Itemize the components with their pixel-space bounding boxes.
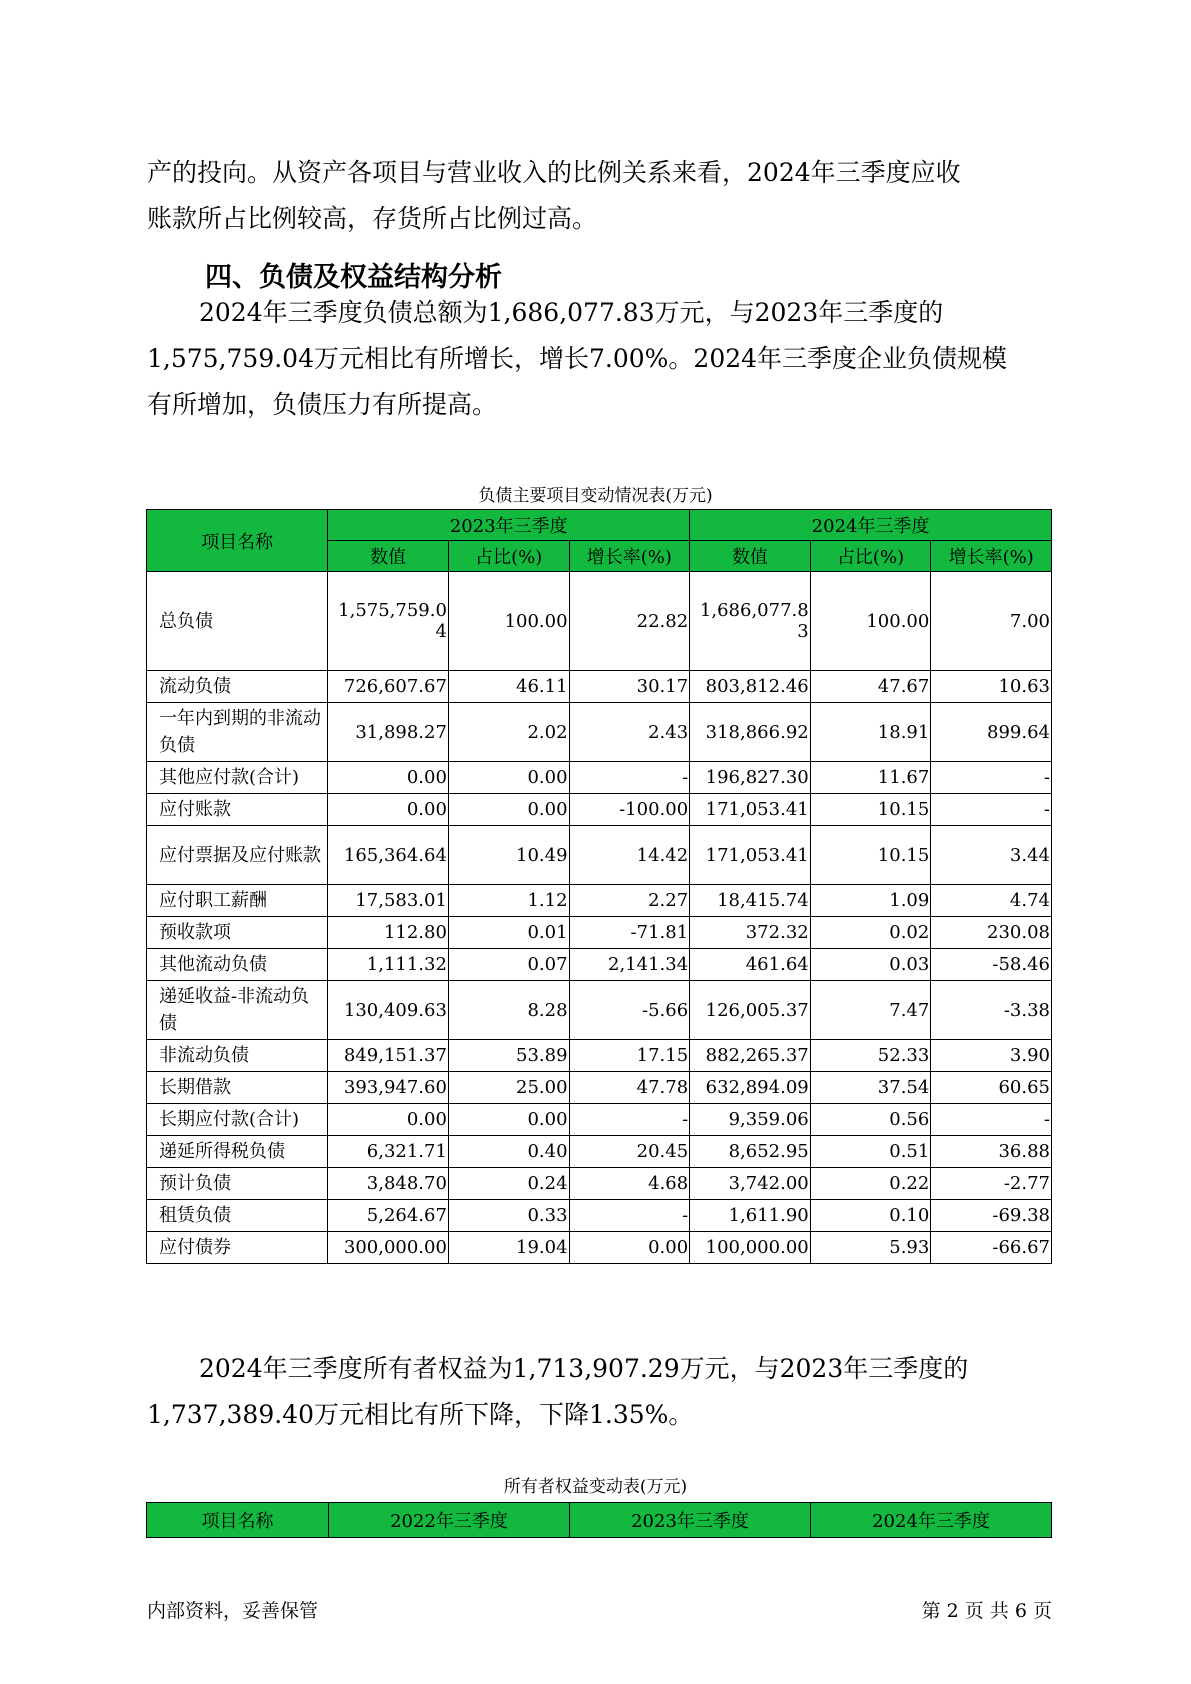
table-cell: 0.02	[810, 917, 931, 949]
row-label: 流动负债	[147, 671, 328, 703]
table-cell: 6,321.71	[328, 1136, 449, 1168]
table-cell: 0.00	[569, 1232, 690, 1264]
table-cell: -69.38	[931, 1200, 1052, 1232]
table-cell: 0.24	[448, 1168, 569, 1200]
table-cell: 37.54	[810, 1072, 931, 1104]
table-cell: 0.00	[448, 794, 569, 826]
table-cell: 4.68	[569, 1168, 690, 1200]
intro-line: 账款所占比例较高，存货所占比例过高。	[147, 204, 598, 233]
table-cell: 0.00	[448, 762, 569, 794]
row-label: 一年内到期的非流动负债	[147, 703, 328, 762]
table-cell: 7.00	[931, 572, 1052, 671]
table-cell: -	[569, 1104, 690, 1136]
equity-col-header-2024: 2024年三季度	[811, 1503, 1052, 1538]
table-cell: 1,575,759.04	[328, 572, 449, 671]
table-cell: -2.77	[931, 1168, 1052, 1200]
table-cell: 36.88	[931, 1136, 1052, 1168]
table-row	[147, 762, 1052, 794]
table-cell: 0.00	[328, 794, 449, 826]
table-cell: 165,364.64	[328, 826, 449, 885]
table-cell: 14.42	[569, 826, 690, 885]
col-header-period-2024: 2024年三季度	[690, 510, 1052, 541]
equity-table	[146, 1502, 1052, 1538]
row-label: 非流动负债	[147, 1040, 328, 1072]
table-cell: 0.07	[448, 949, 569, 981]
table-cell: 47.67	[810, 671, 931, 703]
table-cell: 53.89	[448, 1040, 569, 1072]
table-cell: 0.22	[810, 1168, 931, 1200]
table-cell: 300,000.00	[328, 1232, 449, 1264]
summary-line: 有所增加，负债压力有所提高。	[147, 390, 498, 419]
col-header-value: 数值	[328, 541, 449, 572]
table-cell: 60.65	[931, 1072, 1052, 1104]
table-cell: 18,415.74	[690, 885, 811, 917]
table-cell: 8,652.95	[690, 1136, 811, 1168]
table-cell: 47.78	[569, 1072, 690, 1104]
table-cell: 849,151.37	[328, 1040, 449, 1072]
table-row	[147, 1200, 1052, 1232]
table-cell: 3.90	[931, 1040, 1052, 1072]
table-cell: 2.27	[569, 885, 690, 917]
table-cell: 461.64	[690, 949, 811, 981]
col-header-period-2023: 2023年三季度	[328, 510, 690, 541]
table-cell: 20.45	[569, 1136, 690, 1168]
table-cell: 130,409.63	[328, 981, 449, 1040]
equity-line: 2024年三季度所有者权益为1,713,907.29万元，与2023年三季度的	[199, 1354, 969, 1383]
table-cell: -	[569, 762, 690, 794]
equity-col-header-2023: 2023年三季度	[570, 1503, 811, 1538]
col-header-value: 数值	[690, 541, 811, 572]
table-cell: 0.03	[810, 949, 931, 981]
table-cell: -	[931, 794, 1052, 826]
table-cell: 25.00	[448, 1072, 569, 1104]
table-cell: 1,111.32	[328, 949, 449, 981]
row-label: 长期应付款(合计)	[147, 1104, 328, 1136]
table-row	[147, 917, 1052, 949]
table-cell: 803,812.46	[690, 671, 811, 703]
table-cell: -71.81	[569, 917, 690, 949]
table-cell: 230.08	[931, 917, 1052, 949]
table-cell: -58.46	[931, 949, 1052, 981]
table-cell: 18.91	[810, 703, 931, 762]
table-cell: 10.15	[810, 826, 931, 885]
table-cell: 3,742.00	[690, 1168, 811, 1200]
table-cell: 5,264.67	[328, 1200, 449, 1232]
table-cell: 0.33	[448, 1200, 569, 1232]
summary-line: 1,575,759.04万元相比有所增长，增长7.00%。2024年三季度企业负债规模	[147, 344, 1008, 373]
table-cell: 1.09	[810, 885, 931, 917]
table-cell: -	[569, 1200, 690, 1232]
table-cell: 0.00	[328, 762, 449, 794]
table-row	[147, 885, 1052, 917]
table-cell: 52.33	[810, 1040, 931, 1072]
table-cell: 7.47	[810, 981, 931, 1040]
table-cell: -100.00	[569, 794, 690, 826]
table-cell: 726,607.67	[328, 671, 449, 703]
col-header-growth: 增长率(%)	[931, 541, 1052, 572]
table-row	[147, 949, 1052, 981]
table-cell: 112.80	[328, 917, 449, 949]
row-label: 应付账款	[147, 794, 328, 826]
footer-confidential-note: 内部资料，妥善保管	[147, 1600, 319, 1622]
row-label: 应付票据及应付账款	[147, 826, 328, 885]
intro-paragraph	[147, 150, 1052, 242]
table-cell: 100.00	[448, 572, 569, 671]
table-row	[147, 794, 1052, 826]
equity-col-header-2022: 2022年三季度	[329, 1503, 570, 1538]
row-label: 预计负债	[147, 1168, 328, 1200]
table-cell: -	[931, 762, 1052, 794]
table-row	[147, 1168, 1052, 1200]
row-label: 应付职工薪酬	[147, 885, 328, 917]
table-row	[147, 703, 1052, 762]
table-cell: 2.43	[569, 703, 690, 762]
table-cell: 3.44	[931, 826, 1052, 885]
table-cell: 1.12	[448, 885, 569, 917]
row-label: 总负债	[147, 572, 328, 671]
row-label: 递延所得税负债	[147, 1136, 328, 1168]
table-cell: 2,141.34	[569, 949, 690, 981]
equity-line: 1,737,389.40万元相比有所下降，下降1.35%。	[147, 1400, 694, 1429]
table-cell: 17.15	[569, 1040, 690, 1072]
table-cell: 100.00	[810, 572, 931, 671]
table-cell: -3.38	[931, 981, 1052, 1040]
intro-line: 产的投向。从资产各项目与营业收入的比例关系来看，2024年三季度应收	[147, 158, 961, 187]
table-cell: 2.02	[448, 703, 569, 762]
table-cell: 372.32	[690, 917, 811, 949]
table-row	[147, 1136, 1052, 1168]
table-cell: -5.66	[569, 981, 690, 1040]
table-cell: 5.93	[810, 1232, 931, 1264]
table-cell: -	[931, 1104, 1052, 1136]
col-header-name: 项目名称	[147, 510, 328, 572]
table-cell: 30.17	[569, 671, 690, 703]
table-cell: 196,827.30	[690, 762, 811, 794]
row-label: 应付债券	[147, 1232, 328, 1264]
table-cell: 0.40	[448, 1136, 569, 1168]
table-cell: 899.64	[931, 703, 1052, 762]
table-cell: -66.67	[931, 1232, 1052, 1264]
row-label: 长期借款	[147, 1072, 328, 1104]
table-row	[147, 671, 1052, 703]
table-row	[147, 981, 1052, 1040]
table-cell: 0.10	[810, 1200, 931, 1232]
table-row	[147, 1072, 1052, 1104]
table-cell: 1,686,077.83	[690, 572, 811, 671]
table-cell: 393,947.60	[328, 1072, 449, 1104]
table-row	[147, 826, 1052, 885]
table-cell: 632,894.09	[690, 1072, 811, 1104]
table-cell: 1,611.90	[690, 1200, 811, 1232]
liability-table-caption: 负债主要项目变动情况表(万元)	[478, 486, 713, 506]
table-cell: 8.28	[448, 981, 569, 1040]
table-cell: 10.49	[448, 826, 569, 885]
table-row	[147, 1040, 1052, 1072]
table-row	[147, 572, 1052, 671]
row-label: 租赁负债	[147, 1200, 328, 1232]
equity-summary-paragraph	[147, 1346, 1052, 1438]
table-cell: 10.15	[810, 794, 931, 826]
table-cell: 0.00	[328, 1104, 449, 1136]
summary-line: 2024年三季度负债总额为1,686,077.83万元，与2023年三季度的	[199, 298, 944, 327]
table-cell: 17,583.01	[328, 885, 449, 917]
section-heading: 四、负债及权益结构分析	[205, 262, 502, 293]
liability-summary-paragraph	[147, 290, 1052, 428]
table-cell: 4.74	[931, 885, 1052, 917]
table-cell: 31,898.27	[328, 703, 449, 762]
table-cell: 46.11	[448, 671, 569, 703]
col-header-share: 占比(%)	[448, 541, 569, 572]
table-cell: 100,000.00	[690, 1232, 811, 1264]
row-label: 其他应付款(合计)	[147, 762, 328, 794]
table-cell: 0.00	[448, 1104, 569, 1136]
row-label: 其他流动负债	[147, 949, 328, 981]
table-row	[147, 1232, 1052, 1264]
table-cell: 171,053.41	[690, 794, 811, 826]
table-cell: 19.04	[448, 1232, 569, 1264]
liability-table	[146, 509, 1052, 1264]
table-row	[147, 1104, 1052, 1136]
table-cell: 318,866.92	[690, 703, 811, 762]
table-cell: 0.56	[810, 1104, 931, 1136]
footer-page-number: 第 2 页 共 6 页	[921, 1600, 1052, 1622]
row-label: 预收款项	[147, 917, 328, 949]
col-header-growth: 增长率(%)	[569, 541, 690, 572]
equity-col-header-name: 项目名称	[147, 1503, 329, 1538]
table-cell: 0.01	[448, 917, 569, 949]
table-cell: 10.63	[931, 671, 1052, 703]
col-header-share: 占比(%)	[810, 541, 931, 572]
table-cell: 882,265.37	[690, 1040, 811, 1072]
row-label: 递延收益-非流动负债	[147, 981, 328, 1040]
table-cell: 126,005.37	[690, 981, 811, 1040]
table-cell: 0.51	[810, 1136, 931, 1168]
table-cell: 171,053.41	[690, 826, 811, 885]
equity-table-caption: 所有者权益变动表(万元)	[503, 1477, 688, 1497]
table-cell: 9,359.06	[690, 1104, 811, 1136]
table-cell: 11.67	[810, 762, 931, 794]
table-cell: 22.82	[569, 572, 690, 671]
table-cell: 3,848.70	[328, 1168, 449, 1200]
